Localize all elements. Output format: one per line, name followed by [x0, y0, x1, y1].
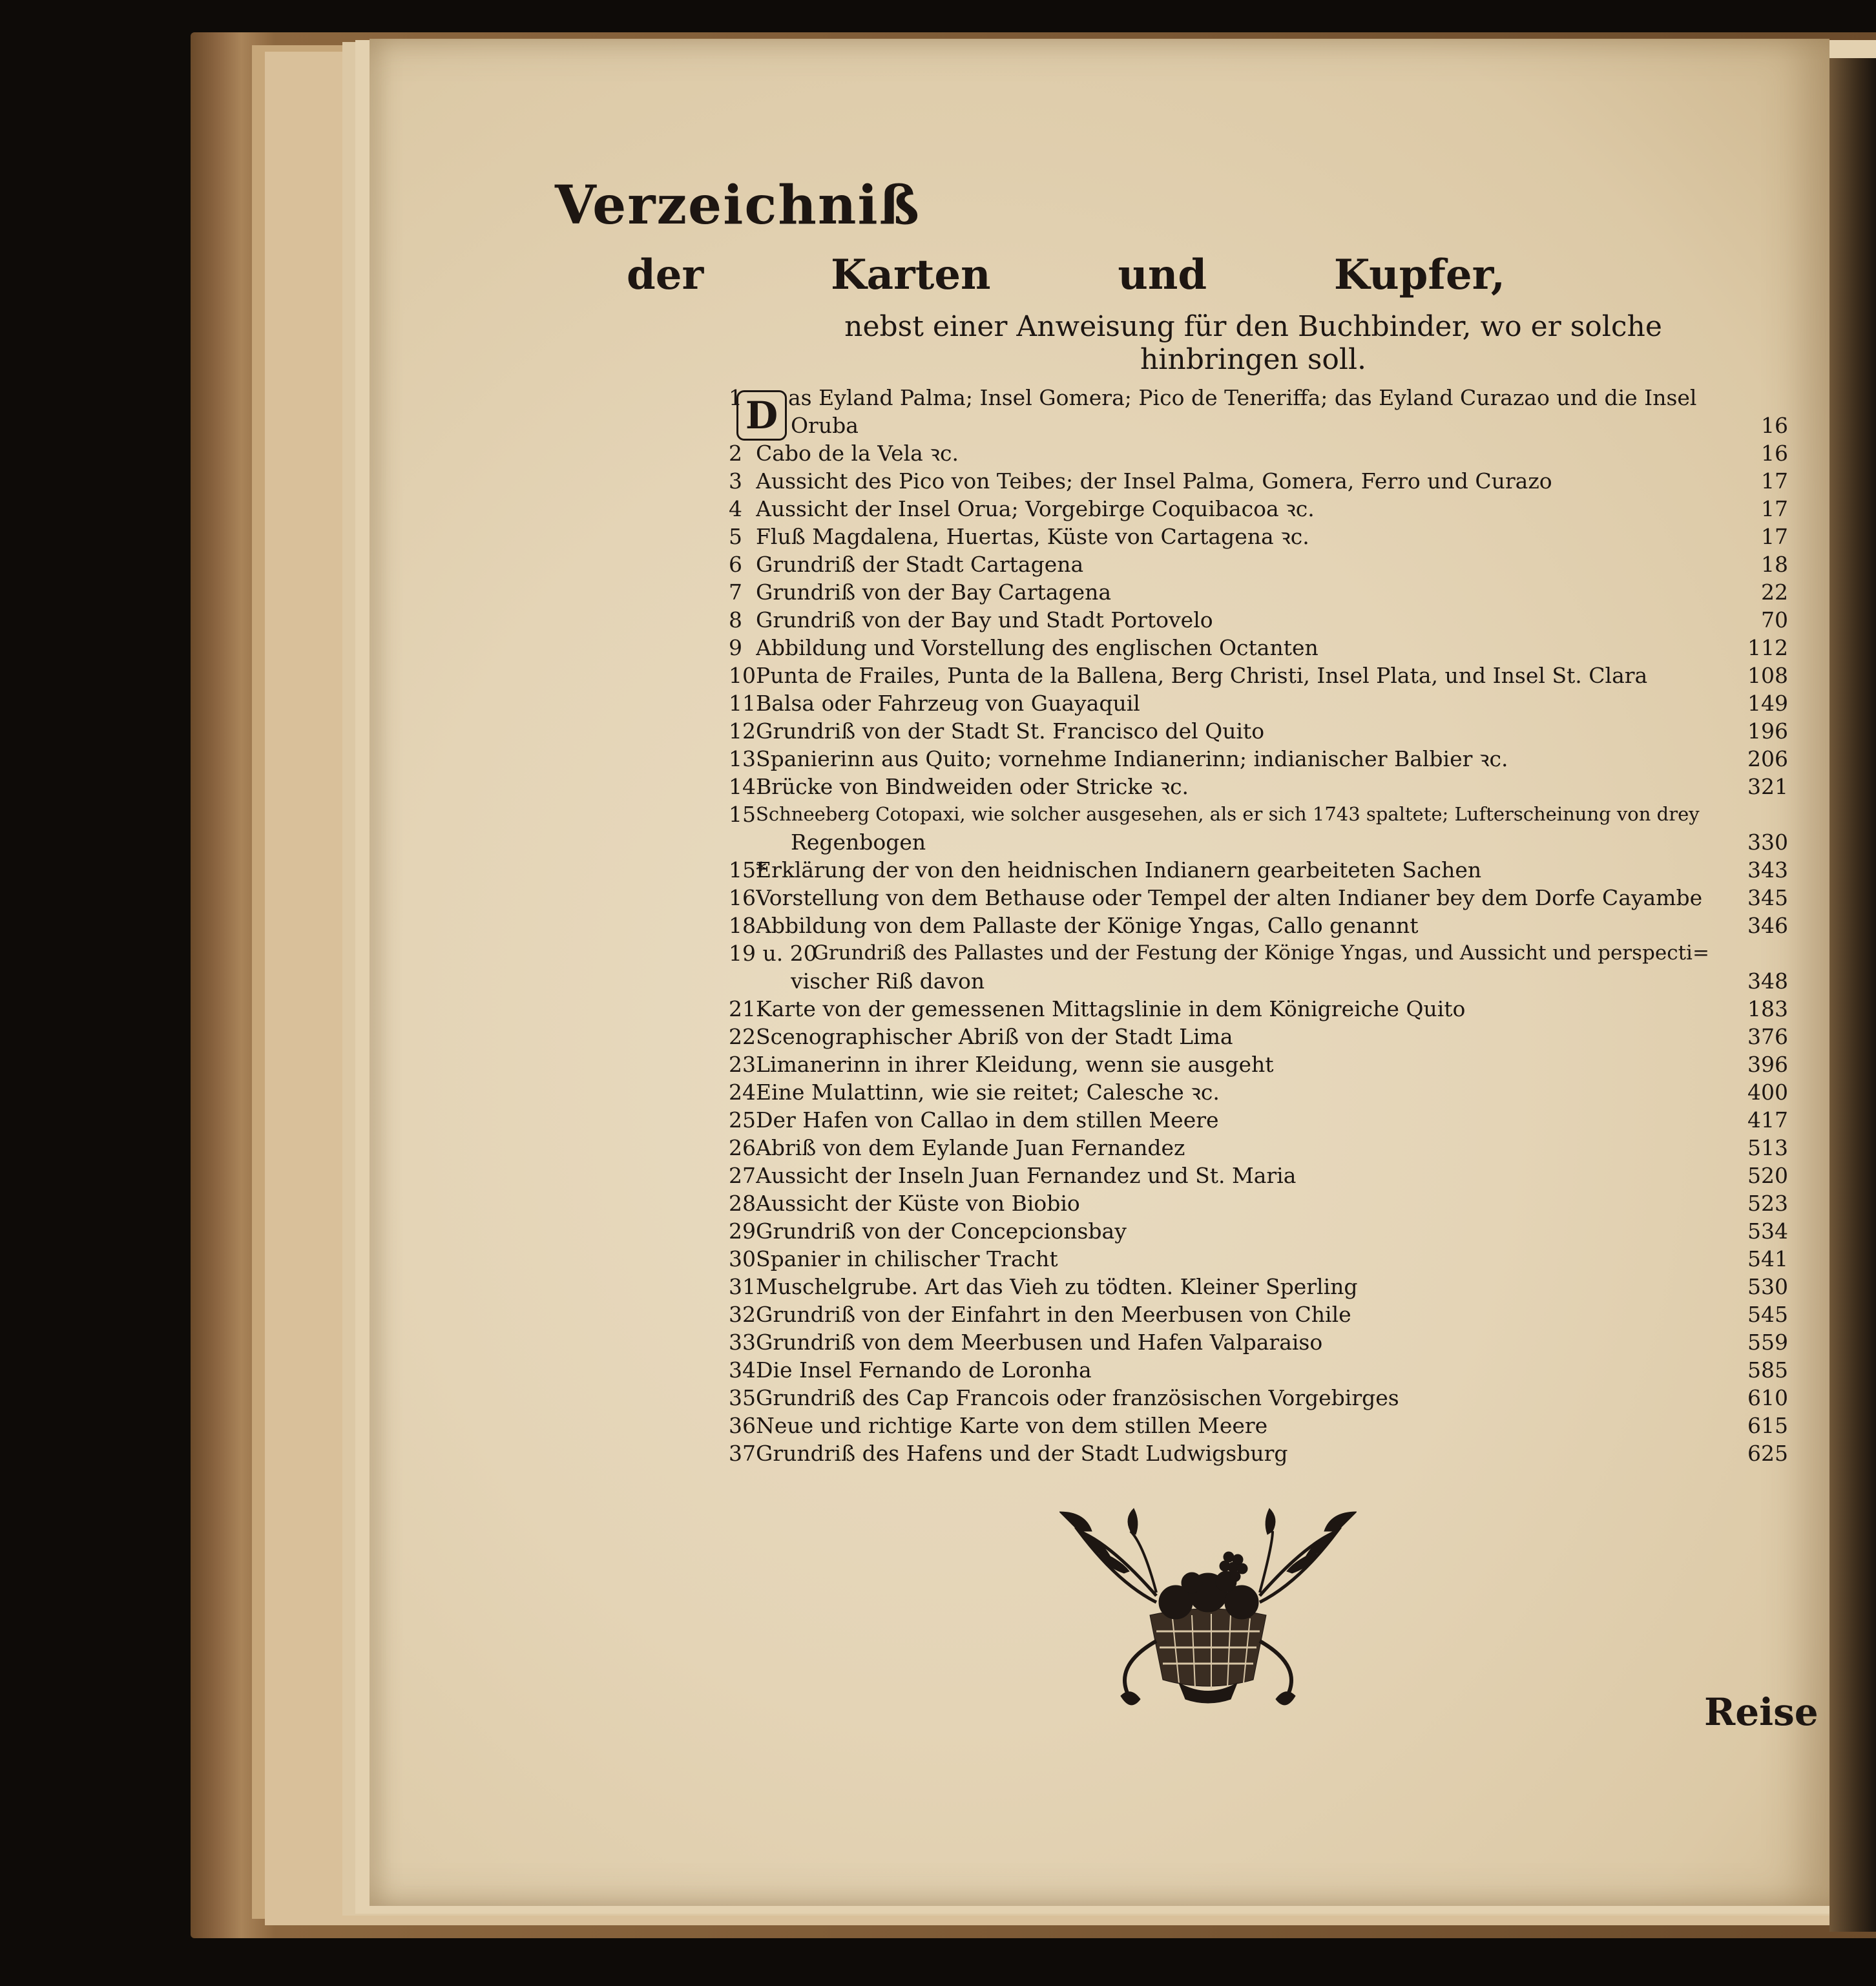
list-item: [729, 1301, 1788, 1328]
page-instruction: nebst einer Anweisung für den Buchbinder, wo er solche hinbringen soll.: [844, 310, 1662, 376]
page-number: 545: [1747, 1302, 1788, 1327]
list-item: [729, 689, 1788, 717]
plate-number: 36: [729, 1413, 756, 1438]
page-number: 376: [1747, 1024, 1788, 1049]
plate-number: 9: [729, 635, 742, 660]
page-number: 70: [1761, 607, 1788, 632]
plate-number: 6: [729, 552, 742, 577]
list-item: [729, 523, 1788, 550]
page-number: 17: [1761, 496, 1788, 521]
plate-number: 19 u. 20: [729, 941, 817, 966]
plate-title: Aussicht der Küste von Biobio: [756, 1191, 1080, 1216]
plate-number: 32: [729, 1302, 756, 1327]
plate-title: Grundriß von der Bay und Stadt Portovelo: [756, 607, 1213, 632]
flower-basket-icon: [1059, 1505, 1357, 1719]
plate-title: Fluß Magdalena, Huertas, Küste von Cartagena ꝛc.: [756, 524, 1309, 549]
page-number: 108: [1747, 663, 1788, 688]
plate-number: 28: [729, 1191, 756, 1216]
list-item: [729, 1384, 1788, 1412]
plate-number: 13: [729, 746, 756, 771]
page-number: 321: [1747, 774, 1788, 799]
page-title: Verzeichniß: [555, 174, 921, 236]
plate-title: as Eyland Palma; Insel Gomera; Pico de Teneriffa; das Eyland Curazao und die Insel: [788, 385, 1697, 410]
plate-title: Regenbogen: [791, 830, 926, 855]
plate-number: 18: [729, 913, 756, 938]
page-number: 417: [1747, 1107, 1788, 1133]
list-item: [729, 856, 1788, 884]
list-item: [729, 1050, 1788, 1078]
page-number: 348: [1747, 968, 1788, 994]
page-number: 330: [1747, 830, 1788, 855]
plate-title: Oruba: [791, 413, 859, 438]
list-item: [729, 1412, 1788, 1439]
list-item: [729, 1245, 1788, 1273]
list-item: [729, 800, 1788, 828]
page-number: 346: [1747, 913, 1788, 938]
plate-title: Muschelgrube. Art das Vieh zu tödten. Kleiner Sperling: [756, 1274, 1358, 1299]
plate-title: Eine Mulattinn, wie sie reitet; Calesche ꝛc.: [756, 1080, 1220, 1105]
plate-number: 34: [729, 1357, 756, 1383]
plate-title: Limanerinn in ihrer Kleidung, wenn sie ausgeht: [756, 1052, 1274, 1077]
list-item: [729, 1439, 1788, 1467]
plate-number: 1: [729, 385, 742, 410]
list-item: [729, 634, 1788, 662]
plate-number: 25: [729, 1107, 756, 1133]
page-number: 610: [1747, 1385, 1788, 1410]
page-number: 541: [1747, 1246, 1788, 1271]
plate-number: 30: [729, 1246, 756, 1271]
list-item: [729, 1134, 1788, 1162]
list-item: [729, 578, 1788, 606]
list-item: [729, 967, 1788, 995]
subtitle-word: und: [1118, 251, 1207, 299]
plate-number: 4: [729, 496, 742, 521]
catchword: Reise: [1704, 1690, 1819, 1734]
plate-number: 29: [729, 1218, 756, 1244]
plate-number: 14: [729, 774, 756, 799]
plate-title: Grundriß des Cap Francois oder französischen Vorgebirges: [756, 1385, 1399, 1410]
plate-number: 8: [729, 607, 742, 632]
plate-number: 26: [729, 1135, 756, 1160]
plate-number: 5: [729, 524, 742, 549]
list-item: [729, 995, 1788, 1023]
page-number: 183: [1747, 996, 1788, 1021]
plate-number: 24: [729, 1080, 756, 1105]
list-item: [729, 550, 1788, 578]
plate-number: 10: [729, 663, 756, 688]
list-item: [729, 412, 1788, 439]
plate-title: vischer Riß davon: [791, 968, 985, 994]
drop-cap: D: [736, 390, 787, 441]
plate-number: 22: [729, 1024, 756, 1049]
plate-number: 23: [729, 1052, 756, 1077]
plate-list: [729, 384, 1788, 1467]
plate-title: Vorstellung von dem Bethause oder Tempel der alten Indianer bey dem Dorfe Cayambe: [756, 885, 1703, 910]
list-item: [729, 662, 1788, 689]
page-number: 18: [1761, 552, 1788, 577]
list-item: [729, 773, 1788, 800]
page-number: 22: [1761, 580, 1788, 605]
page-number: 534: [1747, 1218, 1788, 1244]
plate-title: Aussicht der Insel Orua; Vorgebirge Coquibacoa ꝛc.: [756, 496, 1315, 521]
plate-number: 21: [729, 996, 756, 1021]
page-number: 206: [1747, 746, 1788, 771]
subtitle-word: Karten: [830, 251, 991, 299]
list-item: [729, 717, 1788, 745]
plate-number: 3: [729, 468, 742, 494]
page-subtitle: [627, 251, 1505, 299]
plate-title: Erklärung der von den heidnischen Indianern gearbeiteten Sachen: [756, 857, 1482, 883]
page-number: 523: [1747, 1191, 1788, 1216]
plate-number: 27: [729, 1163, 756, 1188]
list-item: [729, 912, 1788, 939]
plate-title: Schneeberg Cotopaxi, wie solcher ausgesehen, als er sich 1743 spaltete; Lufterscheinung von drey: [756, 803, 1700, 825]
list-item: [729, 384, 1788, 412]
page-number: 17: [1761, 524, 1788, 549]
plate-number: 11: [729, 691, 756, 716]
list-item: [729, 939, 1788, 967]
page-number: 520: [1747, 1163, 1788, 1188]
plate-title: Brücke von Bindweiden oder Stricke ꝛc.: [756, 774, 1189, 799]
plate-title: Grundriß des Hafens und der Stadt Ludwigsburg: [756, 1441, 1288, 1466]
page-number: 196: [1747, 718, 1788, 744]
list-item: [729, 1217, 1788, 1245]
page-number: 16: [1761, 413, 1788, 438]
plate-title: Grundriß von der Stadt St. Francisco del Quito: [756, 718, 1265, 744]
page-number: 396: [1747, 1052, 1788, 1077]
page-number: 530: [1747, 1274, 1788, 1299]
plate-number: 37: [729, 1441, 756, 1466]
plate-number: 16: [729, 885, 756, 910]
list-item: [729, 606, 1788, 634]
subtitle-word: Kupfer,: [1333, 251, 1505, 299]
page-number: 343: [1747, 857, 1788, 883]
plate-title: Neue und richtige Karte von dem stillen Meere: [756, 1413, 1268, 1438]
plate-number: 2: [729, 441, 742, 466]
plate-title: Grundriß von der Einfahrt in den Meerbusen von Chile: [756, 1302, 1351, 1327]
list-item: [729, 1106, 1788, 1134]
plate-title: Cabo de la Vela ꝛc.: [756, 441, 959, 466]
list-item: [729, 467, 1788, 495]
list-item: [729, 884, 1788, 912]
plate-title: Der Hafen von Callao in dem stillen Meere: [756, 1107, 1219, 1133]
list-item: [729, 1189, 1788, 1217]
page-number: 585: [1747, 1357, 1788, 1383]
list-item: [729, 495, 1788, 523]
plate-title: Grundriß der Stadt Cartagena: [756, 552, 1084, 577]
plate-title: Aussicht des Pico von Teibes; der Insel Palma, Gomera, Ferro und Curazo: [756, 468, 1552, 494]
plate-title: Grundriß von der Bay Cartagena: [756, 580, 1112, 605]
list-item: [729, 745, 1788, 773]
list-item: [729, 1023, 1788, 1050]
page-number: 345: [1747, 885, 1788, 910]
page-number: 112: [1747, 635, 1788, 660]
plate-title: Grundriß des Pallastes und der Festung der Könige Yngas, und Aussicht und perspecti=: [813, 941, 1709, 965]
plate-title: Abbildung von dem Pallaste der Könige Yngas, Callo genannt: [756, 913, 1419, 938]
plate-title: Karte von der gemessenen Mittagslinie in dem Königreiche Quito: [756, 996, 1466, 1021]
plate-number: 35: [729, 1385, 756, 1410]
page-number: 400: [1747, 1080, 1788, 1105]
plate-title: Grundriß von der Concepcionsbay: [756, 1218, 1127, 1244]
plate-title: Grundriß von dem Meerbusen und Hafen Valparaiso: [756, 1330, 1323, 1355]
plate-title: Aussicht der Inseln Juan Fernandez und St. Maria: [756, 1163, 1297, 1188]
list-item: [729, 828, 1788, 856]
plate-number: 15: [729, 802, 756, 827]
plate-title: Spanier in chilischer Tracht: [756, 1246, 1058, 1271]
plate-title: Balsa oder Fahrzeug von Guayaquil: [756, 691, 1140, 716]
plate-number: 31: [729, 1274, 756, 1299]
list-item: [729, 1162, 1788, 1189]
plate-title: Punta de Frailes, Punta de la Ballena, Berg Christi, Insel Plata, und Insel St. Clara: [756, 663, 1648, 688]
page-number: 513: [1747, 1135, 1788, 1160]
plate-title: Die Insel Fernando de Loronha: [756, 1357, 1092, 1383]
plate-title: Scenographischer Abriß von der Stadt Lima: [756, 1024, 1233, 1049]
page-number: 559: [1747, 1330, 1788, 1355]
plate-number: 7: [729, 580, 742, 605]
page-number: 149: [1747, 691, 1788, 716]
page-number: 17: [1761, 468, 1788, 494]
plate-title: Abbildung und Vorstellung des englischen Octanten: [756, 635, 1318, 660]
list-item: [729, 1273, 1788, 1301]
subtitle-word: der: [627, 251, 704, 299]
plate-title: Abriß von dem Eylande Juan Fernandez: [756, 1135, 1185, 1160]
facing-page-edge: [1829, 58, 1876, 1932]
list-item: [729, 1078, 1788, 1106]
page-number: 16: [1761, 441, 1788, 466]
page-number: 625: [1747, 1441, 1788, 1466]
plate-number: 33: [729, 1330, 756, 1355]
list-item: [729, 1356, 1788, 1384]
plate-number: 15*: [729, 857, 767, 883]
page-number: 615: [1747, 1413, 1788, 1438]
list-item: [729, 1328, 1788, 1356]
plate-number: 12: [729, 718, 756, 744]
list-item: [729, 439, 1788, 467]
plate-title: Spanierinn aus Quito; vornehme Indianerinn; indianischer Balbier ꝛc.: [756, 746, 1508, 771]
